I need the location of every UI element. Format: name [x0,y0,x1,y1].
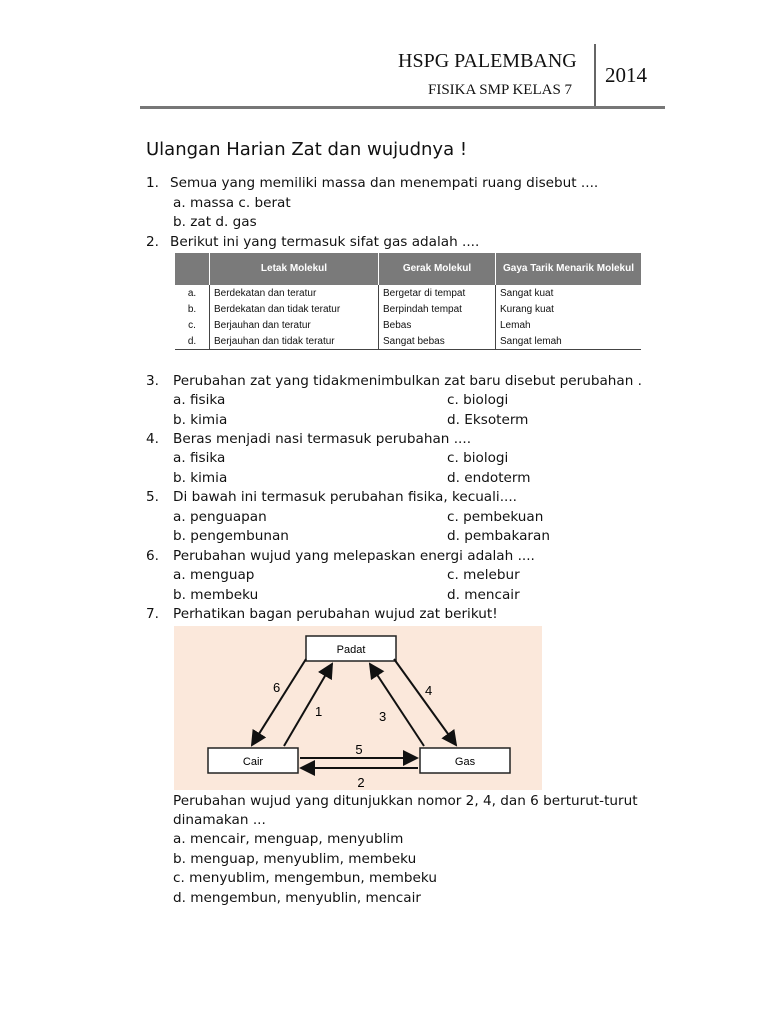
table-row [175,301,641,317]
padat-label: Padat [336,644,366,656]
cair-label: Cair [242,756,264,768]
row-gerak: Bergetar di tempat [379,285,496,301]
arrow-3 [370,664,424,746]
row-gerak: Bebas [379,317,496,333]
row-gerak: Sangat bebas [379,333,496,350]
arrow-4 [394,659,456,745]
row-gaya: Sangat lemah [496,333,642,350]
row-gaya: Lemah [496,317,642,333]
q7-option-c: c. menyublim, mengembun, membeku [173,870,437,886]
arrow-6 [252,659,306,745]
q7-option-d: d. mengembun, menyublin, mencair [173,890,421,906]
q5-text: Di bawah ini termasuk perubahan fisika, kecuali.... [173,489,517,505]
row-letak: Berdekatan dan tidak teratur [210,301,379,317]
q6-text: Perubahan wujud yang melepaskan energi adalah .... [173,548,535,564]
state-change-diagram [174,626,542,790]
gas-label: Gas [454,756,476,768]
row-letak: Berjauhan dan teratur [210,317,379,333]
q7-text: Perhatikan bagan perubahan wujud zat berikut! [173,606,498,622]
q2-text: Berikut ini yang termasuk sifat gas adalah .... [170,234,480,250]
row-gerak: Berpindah tempat [379,301,496,317]
table-row [175,317,641,333]
q4-option-d: d. endoterm [447,470,531,486]
q7-number: 7. [146,606,159,622]
q7-option-b: b. menguap, menyublim, membeku [173,851,417,867]
q4-option-c: c. biologi [447,450,509,466]
row-gaya: Kurang kuat [496,301,642,317]
header-rule [140,106,665,109]
q1-options-bd: b. zat d. gas [173,214,257,230]
table-row [175,285,641,301]
year-label: 2014 [605,63,647,87]
q1-number: 1. [146,175,159,191]
q3-number: 3. [146,373,159,389]
q1-options-ac: a. massa c. berat [173,195,291,211]
q3-text: Perubahan zat yang tidakmenimbulkan zat baru disebut perubahan . [173,373,642,389]
row-letak: Berdekatan dan teratur [210,285,379,301]
table-row [175,333,641,350]
school-name: HSPG PALEMBANG [398,50,577,72]
q5-option-d: d. pembakaran [447,528,550,544]
table-header-letak: Letak Molekul [210,253,379,285]
q3-option-c: c. biologi [447,392,509,408]
q6-option-d: d. mencair [447,587,520,603]
q6-option-a: a. menguap [173,567,255,583]
page-title: Ulangan Harian Zat dan wujudnya ! [146,139,468,160]
q5-option-c: c. pembekuan [447,509,544,525]
header-divider [594,44,596,108]
q6-number: 6. [146,548,159,564]
row-option: c. [188,319,196,331]
subject-label: FISIKA SMP KELAS 7 [428,82,573,98]
table-header-blank [175,253,210,285]
number-2-label: 2 [357,775,365,790]
q7-question-line1: Perubahan wujud yang ditunjukkan nomor 2, 4, dan 6 berturut-turut [173,793,638,809]
table-header-gaya: Gaya Tarik Menarik Molekul [496,253,642,285]
number-1-label: 1 [315,704,323,719]
q4-option-a: a. fisika [173,450,226,466]
q5-option-a: a. penguapan [173,509,267,525]
q4-text: Beras menjadi nasi termasuk perubahan .... [173,431,472,447]
row-gaya: Sangat kuat [496,285,642,301]
row-option: b. [187,303,197,315]
molecule-properties-table [175,253,641,350]
q5-number: 5. [146,489,159,505]
q7-question-line2: dinamakan ... [173,812,266,828]
row-option: d. [175,333,210,350]
arrow-1 [284,664,332,746]
q4-option-b: b. kimia [173,470,228,486]
number-6-label: 6 [273,680,281,695]
number-5-label: 5 [355,742,363,757]
q1-text: Semua yang memiliki massa dan menempati ruang disebut .... [170,175,599,191]
q2-number: 2. [146,234,159,250]
table-header-gerak: Gerak Molekul [379,253,496,285]
q3-option-d: d. Eksoterm [447,412,529,428]
q3-option-b: b. kimia [173,412,228,428]
row-option: a. [187,287,197,299]
q3-option-a: a. fisika [173,392,226,408]
table-header-row [175,253,641,285]
number-3-label: 3 [379,709,387,724]
q5-option-b: b. pengembunan [173,528,289,544]
q7-option-a: a. mencair, menguap, menyublim [173,831,404,847]
q4-number: 4. [146,431,159,447]
q6-option-c: c. melebur [447,567,520,583]
row-letak: Berjauhan dan tidak teratur [210,333,379,350]
q6-option-b: b. membeku [173,587,259,603]
number-4-label: 4 [425,683,433,698]
